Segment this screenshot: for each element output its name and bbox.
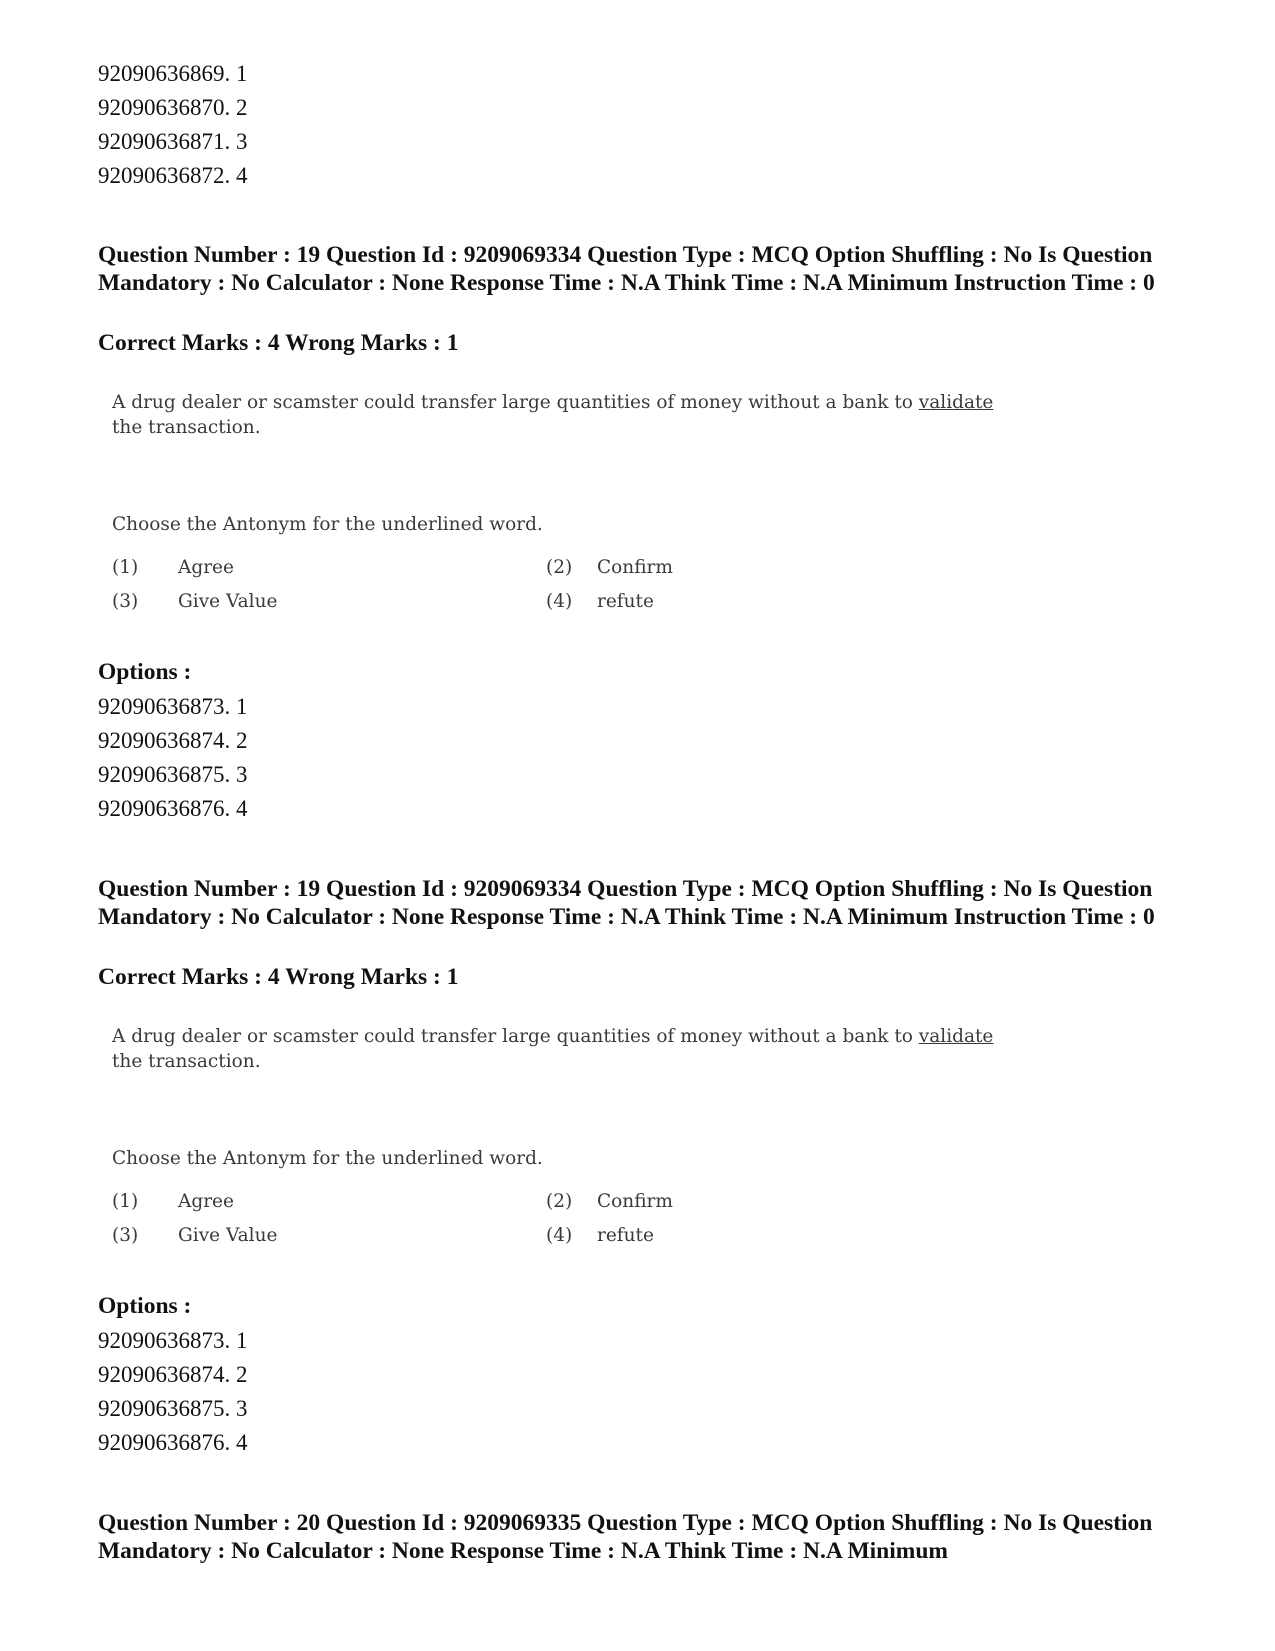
option-line: 92090636869. 1 bbox=[98, 61, 248, 86]
option-line: 92090636873. 1 bbox=[98, 1328, 248, 1353]
choice-4: (4) refute bbox=[546, 1225, 654, 1246]
option-line: 92090636875. 3 bbox=[98, 762, 248, 787]
marks-line: Correct Marks : 4 Wrong Marks : 1 bbox=[98, 964, 459, 990]
option-line: 92090636875. 3 bbox=[98, 1396, 248, 1421]
question-header: Question Number : 19 Question Id : 9209069334 Question Type : MCQ Option Shuffling : No Is Question Mandatory : No Calculator : None Response Time : N.A Think Time : N.A Minimum Instruction Time : 0 bbox=[98, 876, 1155, 930]
option-line: 92090636874. 2 bbox=[98, 1362, 248, 1387]
option-line: 92090636876. 4 bbox=[98, 1430, 248, 1455]
question-instruction: Choose the Antonym for the underlined word. bbox=[112, 514, 543, 535]
question-image bbox=[112, 1024, 1012, 1254]
options-label: Options : bbox=[98, 1293, 192, 1319]
choice-2: (2) Confirm bbox=[546, 1191, 673, 1212]
choice-1: (1) Agree bbox=[112, 1191, 234, 1212]
question-instruction: Choose the Antonym for the underlined word. bbox=[112, 1148, 543, 1169]
option-line: 92090636872. 4 bbox=[98, 163, 248, 188]
choice-3: (3) Give Value bbox=[112, 591, 278, 612]
question-sentence: A drug dealer or scamster could transfer large quantities of money without a bank to validate the transaction. bbox=[112, 1026, 994, 1072]
underlined-word: validate bbox=[918, 392, 994, 413]
option-line: 92090636873. 1 bbox=[98, 694, 248, 719]
choice-3: (3) Give Value bbox=[112, 1225, 278, 1246]
marks-line: Correct Marks : 4 Wrong Marks : 1 bbox=[98, 330, 459, 356]
choice-1: (1) Agree bbox=[112, 557, 234, 578]
option-line: 92090636874. 2 bbox=[98, 728, 248, 753]
question-header: Question Number : 19 Question Id : 9209069334 Question Type : MCQ Option Shuffling : No Is Question Mandatory : No Calculator : None Response Time : N.A Think Time : N.A Minimum Instruction Time : 0 bbox=[98, 242, 1155, 296]
choice-4: (4) refute bbox=[546, 591, 654, 612]
question-header: Question Number : 20 Question Id : 9209069335 Question Type : MCQ Option Shuffling : No Is Question Mandatory : No Calculator : None Response Time : N.A Think Time : N.A Minimum bbox=[98, 1510, 1153, 1564]
option-line: 92090636870. 2 bbox=[98, 95, 248, 120]
options-label: Options : bbox=[98, 659, 192, 685]
option-line: 92090636871. 3 bbox=[98, 129, 248, 154]
option-line: 92090636876. 4 bbox=[98, 796, 248, 821]
question-image bbox=[112, 390, 1012, 620]
question-sentence: A drug dealer or scamster could transfer large quantities of money without a bank to validate the transaction. bbox=[112, 392, 994, 438]
choice-2: (2) Confirm bbox=[546, 557, 673, 578]
underlined-word: validate bbox=[918, 1026, 994, 1047]
